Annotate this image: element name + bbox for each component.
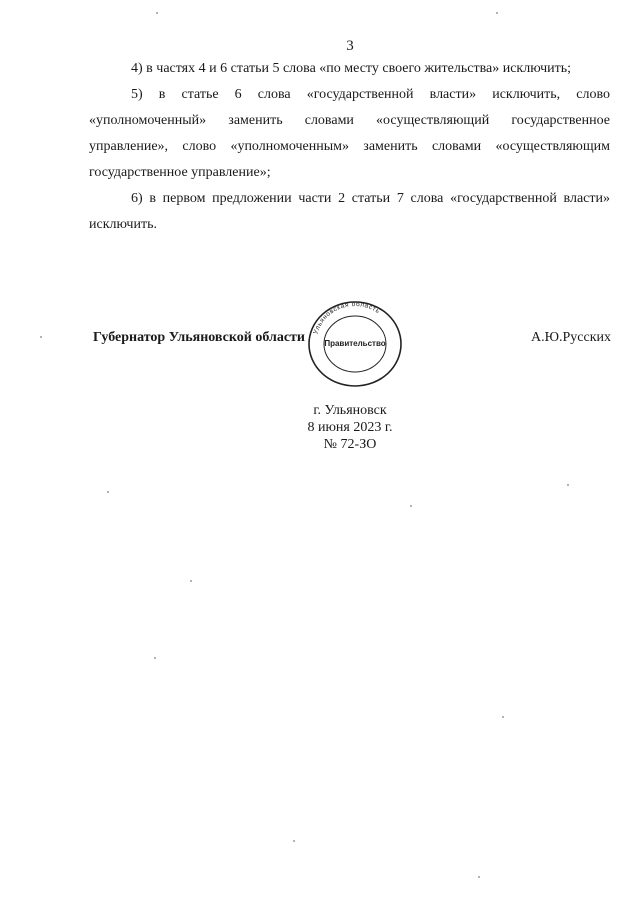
scan-speck: [190, 580, 192, 582]
scan-speck: [496, 12, 498, 14]
scan-speck: [410, 505, 412, 507]
scan-speck: [293, 840, 295, 842]
scan-speck: [107, 491, 109, 493]
scan-speck: [567, 484, 569, 486]
law-number: № 72-ЗО: [323, 437, 377, 452]
governor-name: А.Ю.Русских: [530, 330, 611, 345]
paragraph-item-6: 6) в первом предложении части 2 статьи 7 слова «государственной власти» исключить.: [89, 191, 610, 232]
official-seal-icon: [300, 298, 410, 388]
svg-text:Ульяновская область: [312, 300, 381, 335]
issue-details: [0, 402, 640, 453]
issue-date: 8 июня 2023 г.: [307, 420, 393, 435]
seal-ring-text: Ульяновская область: [312, 300, 382, 336]
scan-speck: [478, 876, 480, 878]
scan-speck: [156, 12, 158, 14]
page-number: 3: [346, 38, 354, 54]
seal-center-text: Правительство: [324, 339, 386, 348]
scan-speck: [502, 716, 504, 718]
scan-speck: [154, 657, 156, 659]
issue-place: г. Ульяновск: [313, 403, 387, 418]
document-body: [89, 56, 610, 238]
governor-title: Губернатор Ульяновской области: [93, 330, 305, 345]
paragraph-item-4: 4) в частях 4 и 6 статьи 5 слова «по месту своего жительства» исключить;: [131, 61, 572, 76]
scan-speck: [40, 336, 42, 338]
paragraph-item-5: 5) в статье 6 слова «государственной власти» исключить, слово «уполномоченный» заменить словами «осуществляющий государственное управление», слово «уполномоченным» заменить словами «осуществляющим государственное управление»;: [89, 87, 610, 180]
